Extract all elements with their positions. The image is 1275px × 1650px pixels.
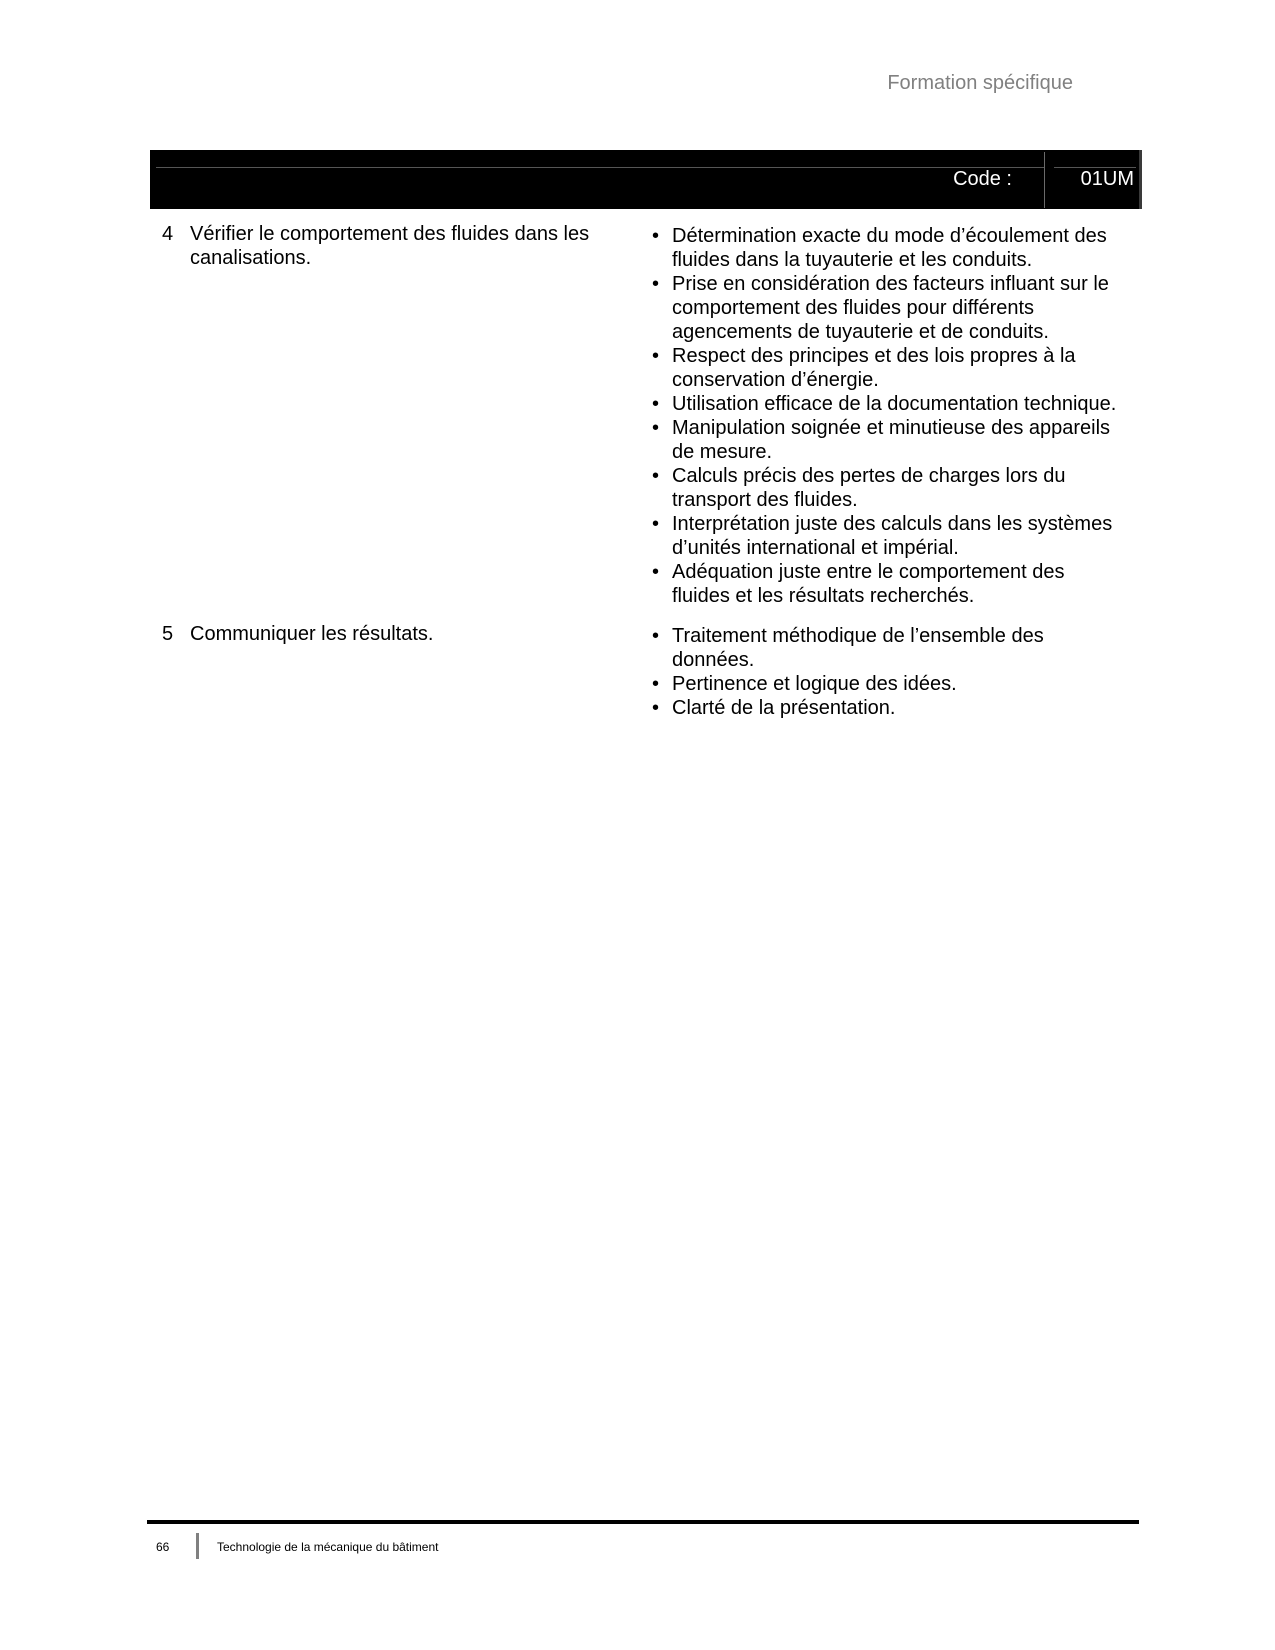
bullet-icon: • bbox=[652, 225, 660, 247]
criterion-text: Respect des principes et des lois propres à la conservation d’énergie. bbox=[672, 345, 1076, 391]
element-text: Vérifier le comportement des fluides dans les canalisations. bbox=[190, 223, 590, 269]
page-number: 66 bbox=[156, 1540, 170, 1554]
table-row bbox=[150, 222, 1142, 608]
list-item bbox=[644, 672, 1124, 696]
criterion-text: Clarté de la présentation. bbox=[672, 697, 896, 719]
criteria-cell bbox=[644, 622, 1124, 720]
code-value: 01UM bbox=[1080, 168, 1134, 190]
code-bar bbox=[150, 150, 1142, 209]
list-item bbox=[644, 272, 1124, 344]
element-number: 4 bbox=[162, 223, 174, 245]
list-item bbox=[644, 624, 1124, 672]
bullet-icon: • bbox=[652, 561, 660, 583]
list-item bbox=[644, 392, 1124, 416]
bullet-icon: • bbox=[652, 345, 660, 367]
list-item bbox=[644, 560, 1124, 608]
element-cell bbox=[150, 222, 644, 608]
list-item bbox=[644, 464, 1124, 512]
criteria-list bbox=[644, 624, 1124, 720]
criterion-text: Manipulation soignée et minutieuse des appareils de mesure. bbox=[672, 417, 1111, 463]
list-item bbox=[644, 416, 1124, 464]
criterion-text: Calculs précis des pertes de charges lors du transport des fluides. bbox=[672, 465, 1066, 511]
criterion-text: Traitement méthodique de l’ensemble des données. bbox=[672, 625, 1044, 671]
element-number: 5 bbox=[162, 623, 174, 645]
bullet-icon: • bbox=[652, 625, 660, 647]
footer-title: Technologie de la mécanique du bâtiment bbox=[217, 1540, 439, 1554]
bullet-icon: • bbox=[652, 673, 660, 695]
bullet-icon: • bbox=[652, 417, 660, 439]
element-cell bbox=[150, 622, 644, 720]
code-bar-divider bbox=[1044, 152, 1045, 208]
bullet-icon: • bbox=[652, 393, 660, 415]
criteria-list bbox=[644, 224, 1124, 608]
criterion-text: Adéquation juste entre le comportement des fluides et les résultats recherchés. bbox=[672, 561, 1065, 607]
code-bar-rule bbox=[156, 167, 1044, 168]
bullet-icon: • bbox=[652, 513, 660, 535]
list-item bbox=[644, 512, 1124, 560]
criteria-cell bbox=[644, 222, 1124, 608]
element-text: Communiquer les résultats. bbox=[190, 623, 434, 645]
bullet-icon: • bbox=[652, 697, 660, 719]
list-item bbox=[644, 344, 1124, 392]
footer-rule bbox=[147, 1520, 1139, 1524]
competency-table bbox=[150, 222, 1142, 736]
criterion-text: Prise en considération des facteurs influant sur le comportement des fluides pour différents agencements de tuyauterie et de conduits. bbox=[672, 273, 1109, 343]
footer-separator bbox=[196, 1533, 199, 1559]
running-head: Formation spécifique bbox=[887, 72, 1073, 94]
code-label: Code : bbox=[953, 168, 1012, 190]
list-item bbox=[644, 224, 1124, 272]
criterion-text: Utilisation efficace de la documentation technique. bbox=[672, 393, 1117, 415]
table-row bbox=[150, 622, 1142, 720]
criterion-text: Pertinence et logique des idées. bbox=[672, 673, 957, 695]
bullet-icon: • bbox=[652, 465, 660, 487]
code-bar-edge bbox=[1139, 150, 1142, 209]
criterion-text: Détermination exacte du mode d’écoulement des fluides dans la tuyauterie et les conduits. bbox=[672, 225, 1107, 271]
criterion-text: Interprétation juste des calculs dans les systèmes d’unités international et impérial. bbox=[672, 513, 1113, 559]
list-item bbox=[644, 696, 1124, 720]
bullet-icon: • bbox=[652, 273, 660, 295]
